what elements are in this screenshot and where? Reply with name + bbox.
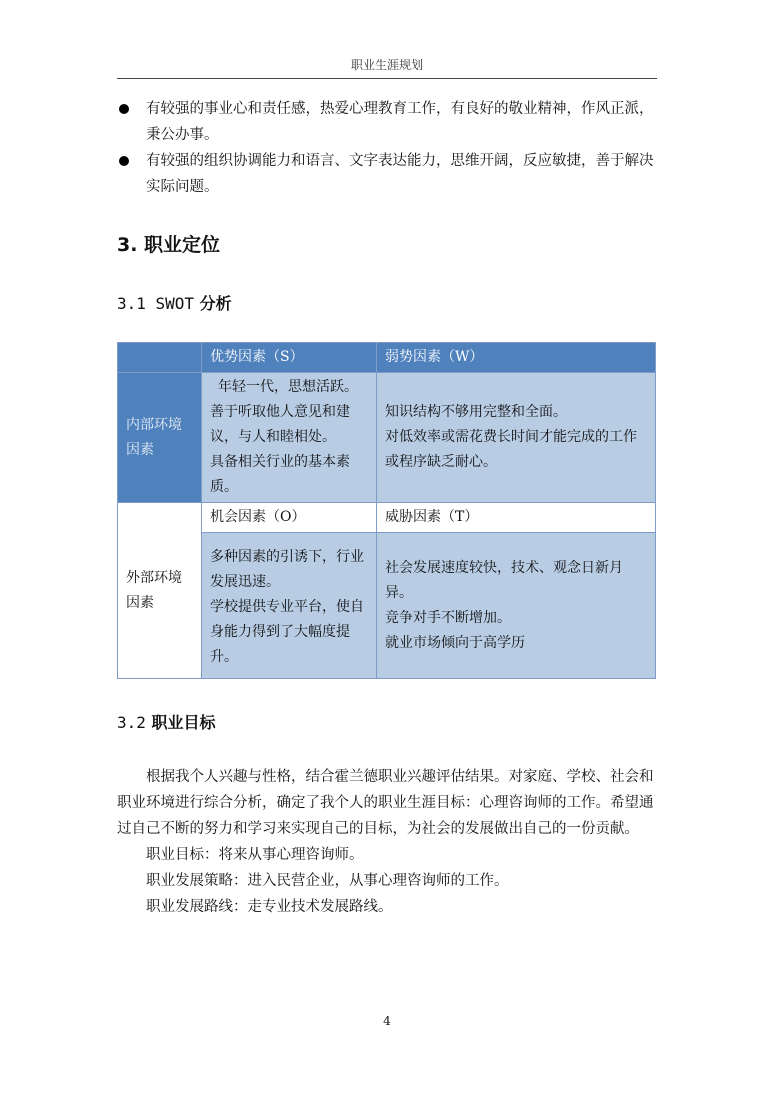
strength-line: 年轻一代，思想活跃。	[218, 379, 358, 395]
threat-line: 社会发展速度较快，技术、观念日新月异。	[385, 559, 623, 601]
paragraph: 根据我个人兴趣与性格，结合霍兰德职业兴趣评估结果。对家庭、学校、社会和职业环境进行综合分析，确定了我个人的职业生涯目标：心理咨询师的工作。希望通过自己不断的努力和学习来实现自己的目标，为社会的发展做出自己的一份贡献。	[117, 769, 654, 837]
opportunity-line: 多种因素的引诱下，行业发展迅速。	[210, 549, 364, 590]
section-3-2-heading	[117, 710, 216, 733]
table-row	[118, 503, 656, 533]
weaknesses-cell	[377, 373, 656, 503]
bullet-text: 有较强的事业心和责任感，热爱心理教育工作，有良好的敬业精神，作风正派，秉公办事。	[146, 101, 654, 143]
section-3-1-number: 3.1 SWOT	[117, 294, 195, 313]
path-line: 职业发展路线：走专业技术发展路线。	[146, 899, 393, 915]
threats-cell	[377, 533, 656, 679]
goal-line: 职业目标：将来从事心理咨询师。	[146, 847, 364, 863]
section-3-heading: 3. 职业定位	[117, 234, 221, 256]
strengths-header: 优势因素（S）	[202, 343, 377, 373]
page-header-title: 职业生涯规划	[350, 58, 423, 72]
section-3-1-title: 分析	[199, 294, 232, 313]
bullet-text: 有较强的组织协调能力和语言、文字表达能力，思维开阔，反应敏捷，善于解决实际问题。	[146, 153, 654, 195]
external-label: 外部环境因素	[118, 503, 202, 679]
table-row	[118, 343, 656, 373]
opportunities-header: 机会因素（O）	[202, 503, 377, 533]
strength-line: 具备相关行业的基本素质。	[210, 454, 350, 495]
bullet-item	[117, 96, 662, 148]
weaknesses-header: 弱势因素（W）	[377, 343, 656, 373]
weakness-line: 知识结构不够用完整和全面。	[385, 404, 567, 420]
bullet-dot-icon	[119, 156, 129, 166]
body-text	[117, 764, 657, 920]
opportunities-cell	[202, 533, 377, 679]
table-row	[118, 373, 656, 503]
swot-table	[117, 342, 656, 679]
threats-header: 威胁因素（T）	[377, 503, 656, 533]
corner-cell	[118, 343, 202, 373]
header-divider	[117, 78, 657, 79]
threat-line: 竞争对手不断增加。	[385, 609, 511, 626]
section-3-2-number: 3.2	[117, 713, 146, 732]
threat-line: 就业市场倾向于高学历	[385, 634, 525, 651]
strategy-line: 职业发展策略：进入民营企业，从事心理咨询师的工作。	[146, 873, 509, 889]
weakness-line: 对低效率或需花费长时间才能完成的工作或程序缺乏耐心。	[385, 429, 637, 470]
internal-label: 内部环境因素	[118, 373, 202, 503]
opportunity-line: 学校提供专业平台，使自身能力得到了大幅度提升。	[210, 599, 364, 665]
bullet-dot-icon	[119, 104, 129, 114]
strength-line: 善于听取他人意见和建议，与人和睦相处。	[210, 404, 350, 445]
bullet-list	[117, 96, 662, 200]
section-3-1-heading	[117, 291, 232, 314]
strengths-cell	[202, 373, 377, 503]
section-3-2-title: 职业目标	[151, 713, 216, 732]
page-number: 4	[383, 1014, 391, 1028]
bullet-item	[117, 148, 662, 200]
